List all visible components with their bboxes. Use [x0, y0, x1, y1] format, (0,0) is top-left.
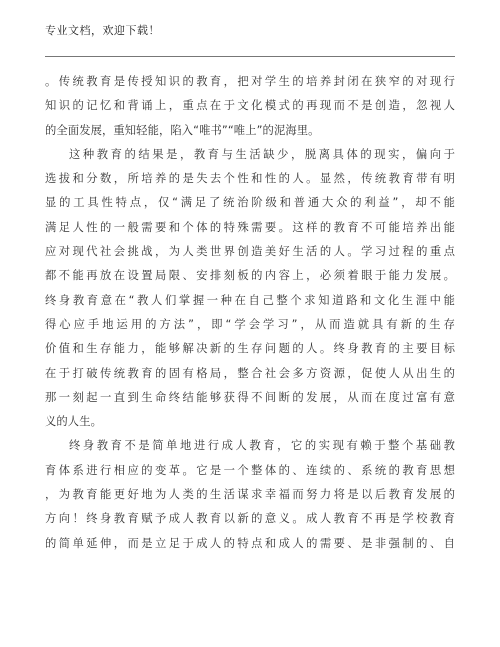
paragraph-3: [45, 434, 455, 555]
text-line: 价值和生存能力，能够解决新的生存问题的人。终身教育的主要目标: [45, 342, 455, 356]
text-line: ，为教育能更好地为人类的生活谋求幸福而努力将是以后教育发展的: [45, 488, 455, 502]
text-line: 那一刻起一直到生命终结能够获得不间断的发展，从而在度过富有意: [45, 390, 455, 404]
text-line: 知识的记忆和背诵上，重点在于文化模式的再现而不是创造，忽视人: [45, 99, 455, 113]
text-line: 终身教育意在“教人们掌握一种在自己整个求知道路和文化生涯中能: [45, 293, 455, 307]
text-line: 这种教育的结果是，教育与生活缺少，脱离具体的现实，偏向于: [69, 147, 455, 161]
text-line: 。传统教育是传授知识的教育，把对学生的培养封闭在狭窄的对现行: [45, 75, 455, 88]
text-line: 都不能再放在设置局限、安排刻板的内容上，必须着眼于能力发展。: [45, 269, 455, 283]
text-line: 义的人生。: [45, 415, 102, 429]
text-line: 得心应手地运用的方法”，即“学会学习”，从而造就具有新的生存: [45, 317, 455, 331]
text-line: 方向！终身教育赋予成人教育以新的意义。成人教育不再是学校教育: [45, 512, 455, 526]
text-line: 育体系进行相应的变革。它是一个整体的、连续的、系统的教育思想: [45, 463, 455, 477]
text-line: 在于打破传统教育的固有格局，整合社会多方资源，促使人从出生的: [45, 366, 455, 380]
text-line: 显的工具性特点，仅“满足了统治阶级和普通大众的利益”，却不能: [45, 196, 455, 210]
text-line: 满足人性的一般需要和个体的特殊需要。这样的教育不可能培养出能: [45, 220, 455, 234]
paragraph-2: [45, 143, 455, 435]
text-line: 选拔和分数，所培养的是失去个性和性的人。显然，传统教育带有明: [45, 172, 455, 186]
paragraph-1: [45, 70, 455, 143]
text-line: 终身教育不是简单地进行成人教育，它的实现有赖于整个基础教: [69, 439, 455, 453]
text-line: 的全面发展，重知轻能，陷入“唯书”“唯上”的泥海里。: [45, 123, 320, 137]
text-line: 的简单延伸，而是立足于成人的特点和成人的需要、是非强制的、自: [45, 536, 455, 550]
header-divider: [45, 56, 455, 57]
text-line: 应对现代社会挑战，为人类世界创造美好生活的人。学习过程的重点: [45, 245, 455, 259]
page-header-text: 专业文档，欢迎下载！: [45, 24, 160, 37]
document-body: [45, 70, 455, 556]
